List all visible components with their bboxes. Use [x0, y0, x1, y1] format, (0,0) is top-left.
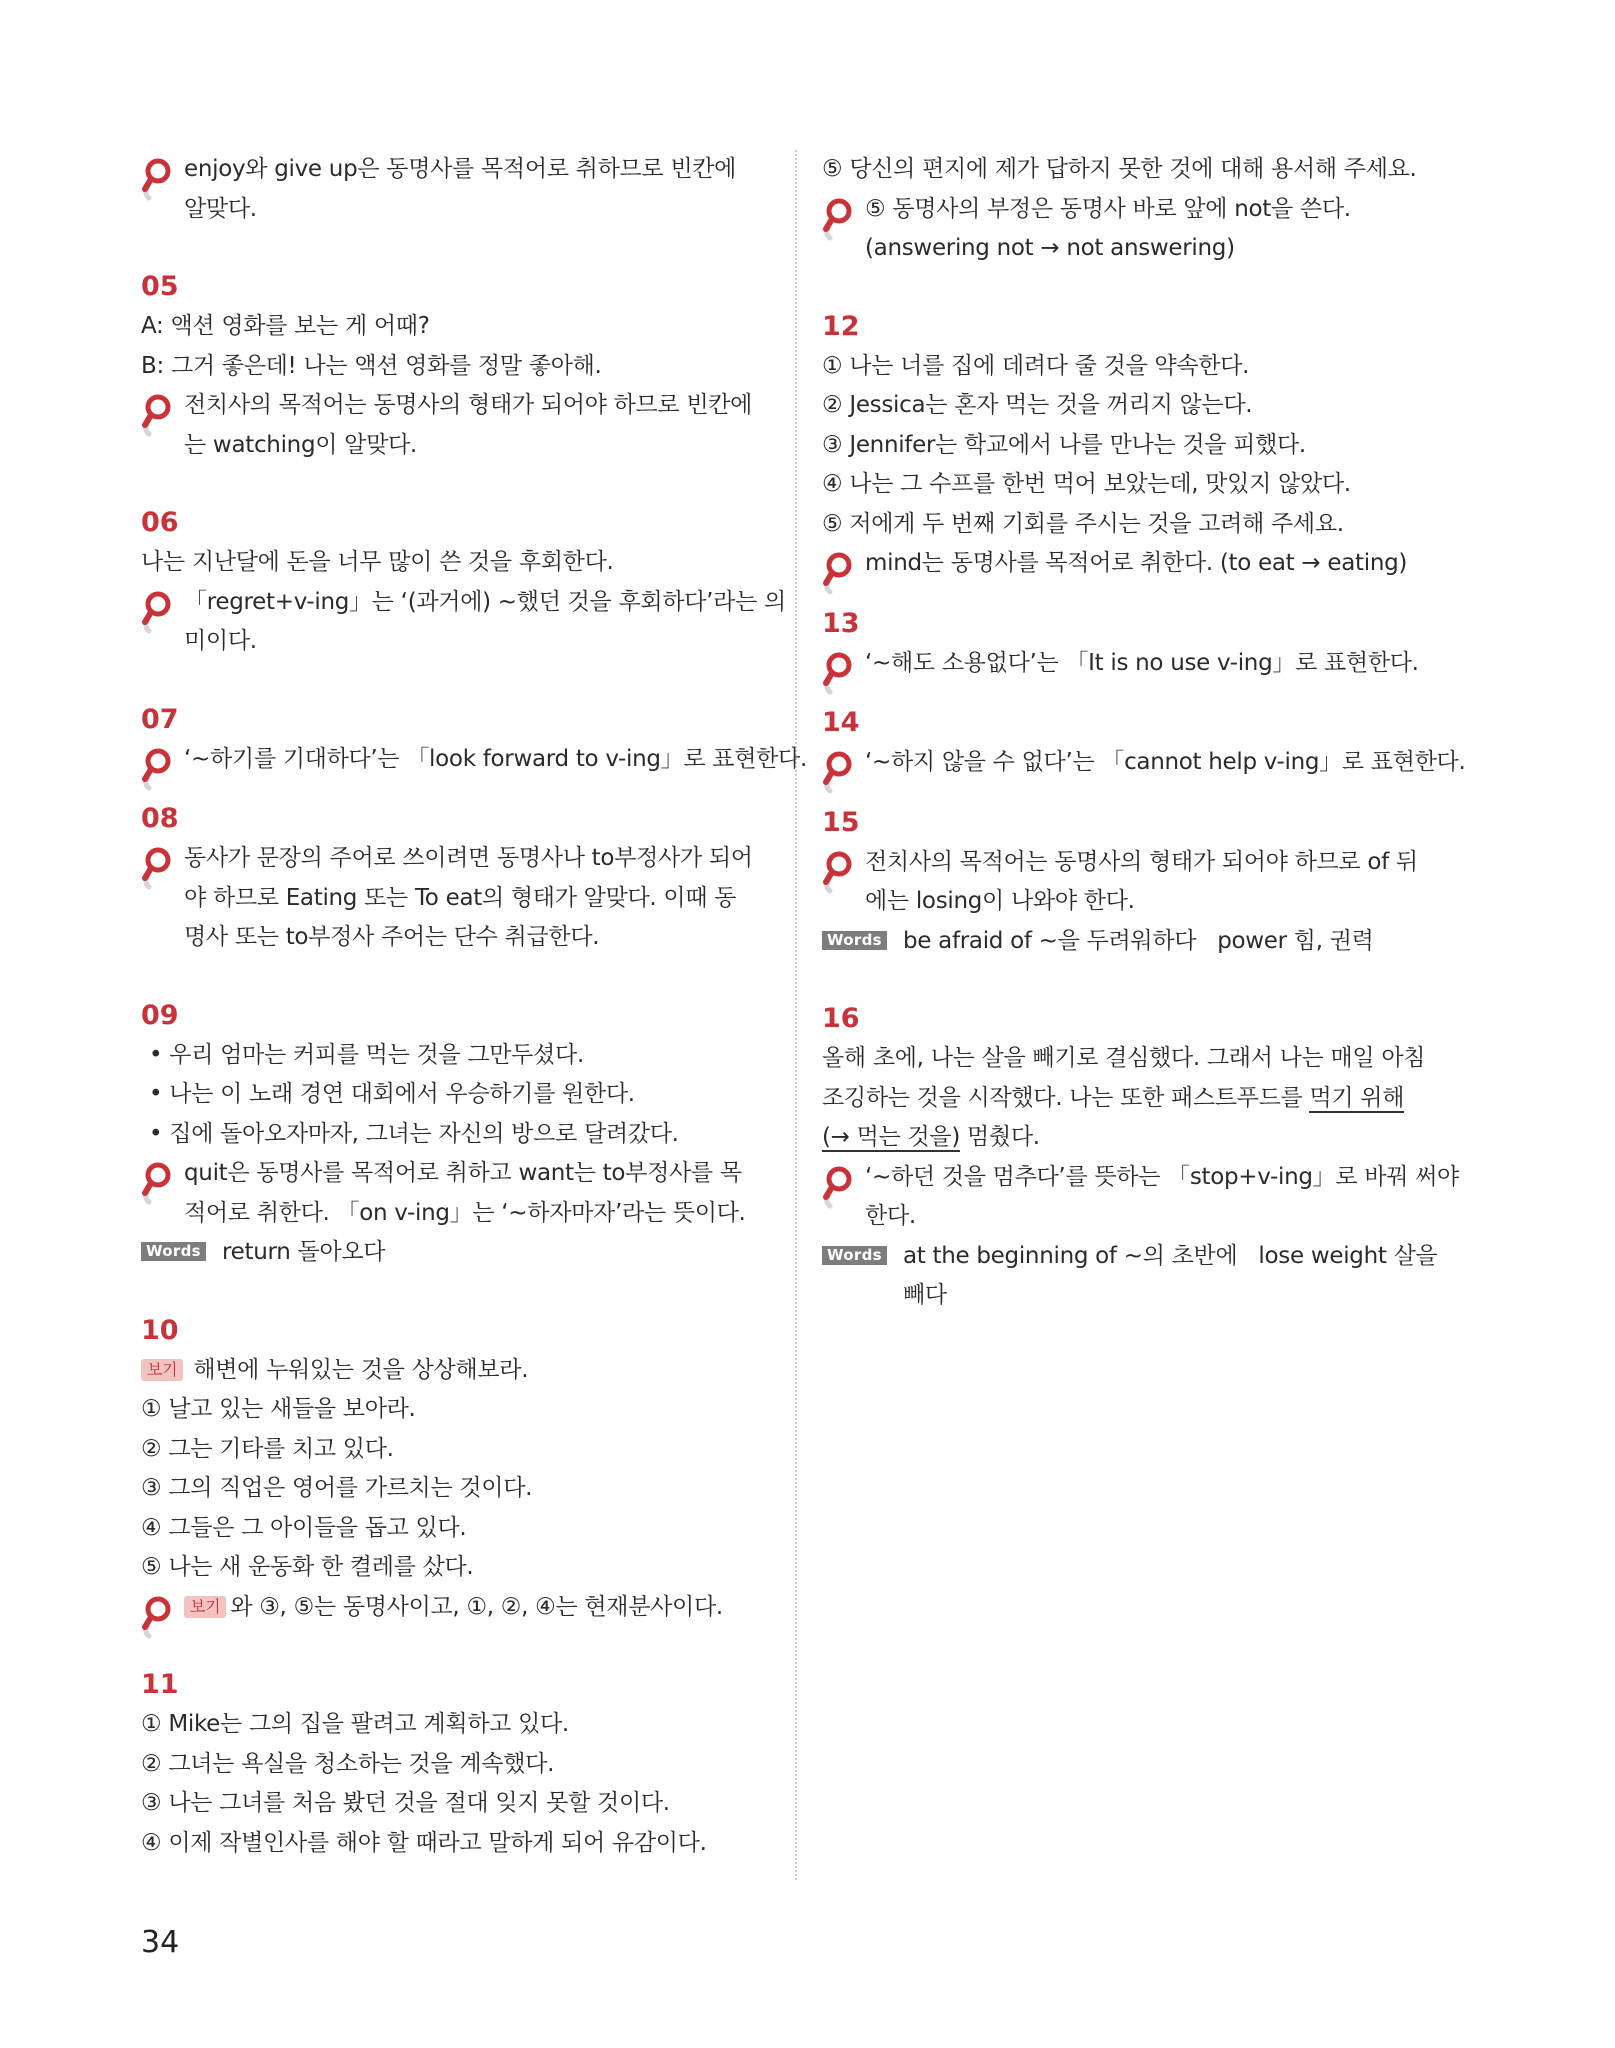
question-number: 16 — [822, 1003, 860, 1034]
bullet-line: • 나는 이 노래 경연 대회에서 우승하기를 원한다. — [149, 1081, 635, 1107]
bogi-tag: 보기 — [184, 1596, 226, 1618]
passage-line: 올해 초에, 나는 살을 빼기로 결심했다. 그래서 나는 매일 아침 — [822, 1045, 1426, 1071]
left-column — [141, 150, 807, 1863]
question-number: 13 — [822, 607, 860, 639]
explanation-q16 — [822, 1158, 1459, 1237]
explanation-line: mind는 동명사를 목적어로 취한다. (to eat → eating) — [865, 550, 1408, 576]
magnifier-icon — [141, 156, 173, 202]
passage-text: 멈췄다. — [960, 1124, 1040, 1150]
choice-line: ① 날고 있는 새들을 보아라. — [141, 1396, 416, 1422]
bogi-text: 해변에 누워있는 것을 상상해보라. — [193, 1356, 529, 1383]
bogi-tag: 보기 — [141, 1359, 183, 1381]
sentence-line: 나는 지난달에 돈을 너무 많이 쓴 것을 후회한다. — [141, 549, 614, 575]
magnifier-icon — [822, 550, 854, 596]
explanation-q15 — [822, 843, 1454, 922]
explanation-line: ‘~하던 것을 멈추다’를 뜻하는 「stop+v-ing」로 바꿔 써야 — [865, 1163, 1459, 1190]
passage-text: 조깅하는 것을 시작했다. 나는 또한 패스트푸드를 — [822, 1084, 1310, 1111]
explanation-line: ‘~하기를 기대하다’는 「look forward to v-ing」로 표현한다. — [184, 745, 807, 772]
explanation-q13 — [822, 644, 1454, 684]
magnifier-icon — [822, 196, 854, 242]
underlined-correction: (→ 먹는 것을) — [822, 1124, 961, 1150]
magnifier-icon — [141, 845, 173, 891]
words-text: at the beginning of ~의 초반에 lose weight 살을 — [903, 1242, 1438, 1269]
words-q09 — [141, 1233, 773, 1273]
explanation-text: 와 ③, ⑤는 동명사이고, ①, ②, ④는 현재분사이다. — [230, 1593, 723, 1620]
explanation-q07 — [141, 740, 807, 780]
explanation-line: 적어로 취한다. 「on v-ing」는 ‘~하자마자’라는 뜻이다. — [184, 1199, 746, 1226]
magnifier-icon — [141, 1160, 173, 1206]
words-text: 빼다 — [903, 1282, 947, 1308]
explanation-q12 — [822, 544, 1454, 584]
explanation-q04 — [141, 150, 773, 229]
magnifier-icon — [141, 1594, 173, 1640]
question-number: 09 — [141, 999, 179, 1031]
question-number: 05 — [141, 271, 179, 302]
explanation-q11 — [822, 190, 1454, 269]
choice-line: ⑤ 저에게 두 번째 기회를 주시는 것을 고려해 주세요. — [822, 510, 1344, 537]
choice-line: ③ Jennifer는 학교에서 나를 만나는 것을 피했다. — [822, 431, 1306, 458]
choice-line: ① 나는 너를 집에 데려다 줄 것을 약속한다. — [822, 352, 1250, 379]
words-tag: Words — [822, 931, 887, 950]
right-column — [822, 150, 1466, 1316]
question-number: 10 — [141, 1314, 179, 1346]
explanation-line: (answering not → not answering) — [865, 235, 1235, 261]
explanation-q09 — [141, 1154, 773, 1233]
words-q16 — [822, 1237, 1454, 1316]
choice-line: ④ 그들은 그 아이들을 돕고 있다. — [141, 1514, 467, 1541]
choice-line: ⑤ 당신의 편지에 제가 답하지 못한 것에 대해 용서해 주세요. — [822, 156, 1417, 182]
explanation-line: 에는 losing이 나와야 한다. — [865, 888, 1135, 914]
magnifier-icon — [822, 1164, 854, 1210]
question-number: 12 — [822, 310, 860, 342]
choice-line: ② 그는 기타를 치고 있다. — [141, 1435, 394, 1462]
passage-line — [822, 1118, 1454, 1158]
explanation-line: 미이다. — [184, 628, 257, 654]
words-tag: Words — [822, 1246, 887, 1265]
question-number: 07 — [141, 703, 179, 735]
page-number: 34 — [141, 1925, 180, 1960]
explanation-line: 한다. — [865, 1203, 916, 1229]
explanation-line: 동사가 문장의 주어로 쓰이려면 동명사나 to부정사가 되어 — [184, 845, 753, 871]
explanation-line: 알맞다. — [184, 195, 257, 222]
magnifier-icon — [141, 746, 173, 792]
explanation-line — [184, 1588, 773, 1628]
words-q15 — [822, 922, 1454, 962]
choice-line: ⑤ 나는 새 운동화 한 켤레를 샀다. — [141, 1554, 474, 1580]
explanation-line: quit은 동명사를 목적어로 취하고 want는 to부정사를 목 — [184, 1160, 742, 1186]
magnifier-icon — [822, 650, 854, 696]
choice-line: ④ 이제 작별인사를 해야 할 때라고 말하게 되어 유감이다. — [141, 1829, 707, 1856]
bogi-line — [141, 1351, 773, 1391]
explanation-line: ⑤ 동명사의 부정은 동명사 바로 앞에 not을 쓴다. — [865, 195, 1351, 222]
words-tag: Words — [141, 1242, 206, 1261]
passage-line — [822, 1079, 1454, 1119]
explanation-line: ‘~해도 소용없다’는 「It is no use v-ing」로 표현한다. — [865, 649, 1419, 676]
question-number: 14 — [822, 707, 860, 738]
question-number: 15 — [822, 806, 860, 838]
explanation-q10 — [141, 1588, 773, 1628]
explanation-line: 전치사의 목적어는 동명사의 형태가 되어야 하므로 빈칸에 — [184, 392, 753, 418]
underlined-phrase: 먹기 위해 — [1309, 1084, 1405, 1111]
explanation-q14 — [822, 743, 1466, 783]
explanation-line: 「regret+v-ing」는 ‘(과거에) ~했던 것을 후회하다’라는 의 — [184, 588, 786, 615]
choice-line: ① Mike는 그의 집을 팔려고 계획하고 있다. — [141, 1711, 569, 1737]
explanation-line: enjoy와 give up은 동명사를 목적어로 취하므로 빈칸에 — [184, 156, 737, 182]
question-number: 11 — [141, 1669, 179, 1700]
bullet-line: • 집에 돌아오자마자, 그녀는 자신의 방으로 달려갔다. — [149, 1120, 679, 1147]
explanation-q06 — [141, 583, 786, 662]
sentence-line: B: 그거 좋은데! 나는 액션 영화를 정말 좋아해. — [141, 352, 602, 379]
explanation-line: ‘~하지 않을 수 없다’는 「cannot help v-ing」로 표현한다. — [865, 749, 1466, 775]
choice-line: ③ 나는 그녀를 처음 봤던 것을 절대 잊지 못할 것이다. — [141, 1790, 670, 1816]
magnifier-icon — [822, 749, 854, 795]
magnifier-icon — [141, 589, 173, 635]
words-text: be afraid of ~을 두려워하다 power 힘, 권력 — [903, 927, 1374, 954]
explanation-q08 — [141, 839, 773, 958]
explanation-q05 — [141, 386, 773, 465]
magnifier-icon — [141, 392, 173, 438]
explanation-line: 는 watching이 알맞다. — [184, 431, 417, 458]
sentence-line: A: 액션 영화를 보는 게 어때? — [141, 313, 430, 339]
bullet-line: • 우리 엄마는 커피를 먹는 것을 그만두셨다. — [149, 1041, 584, 1068]
choice-line: ② Jessica는 혼자 먹는 것을 꺼리지 않는다. — [822, 392, 1253, 418]
choice-line: ③ 그의 직업은 영어를 가르치는 것이다. — [141, 1475, 533, 1501]
explanation-line: 명사 또는 to부정사 주어는 단수 취급한다. — [184, 924, 600, 950]
question-number: 08 — [141, 803, 179, 834]
question-number: 06 — [141, 507, 179, 538]
words-text: return 돌아오다 — [222, 1239, 386, 1265]
explanation-line: 야 하므로 Eating 또는 To eat의 형태가 알맞다. 이때 동 — [184, 884, 737, 911]
magnifier-icon — [822, 849, 854, 895]
explanation-line: 전치사의 목적어는 동명사의 형태가 되어야 하므로 of 뒤 — [865, 848, 1418, 875]
choice-line: ④ 나는 그 수프를 한번 먹어 보았는데, 맛있지 않았다. — [822, 471, 1351, 497]
column-divider — [795, 150, 797, 1880]
choice-line: ② 그녀는 욕실을 청소하는 것을 계속했다. — [141, 1750, 555, 1777]
